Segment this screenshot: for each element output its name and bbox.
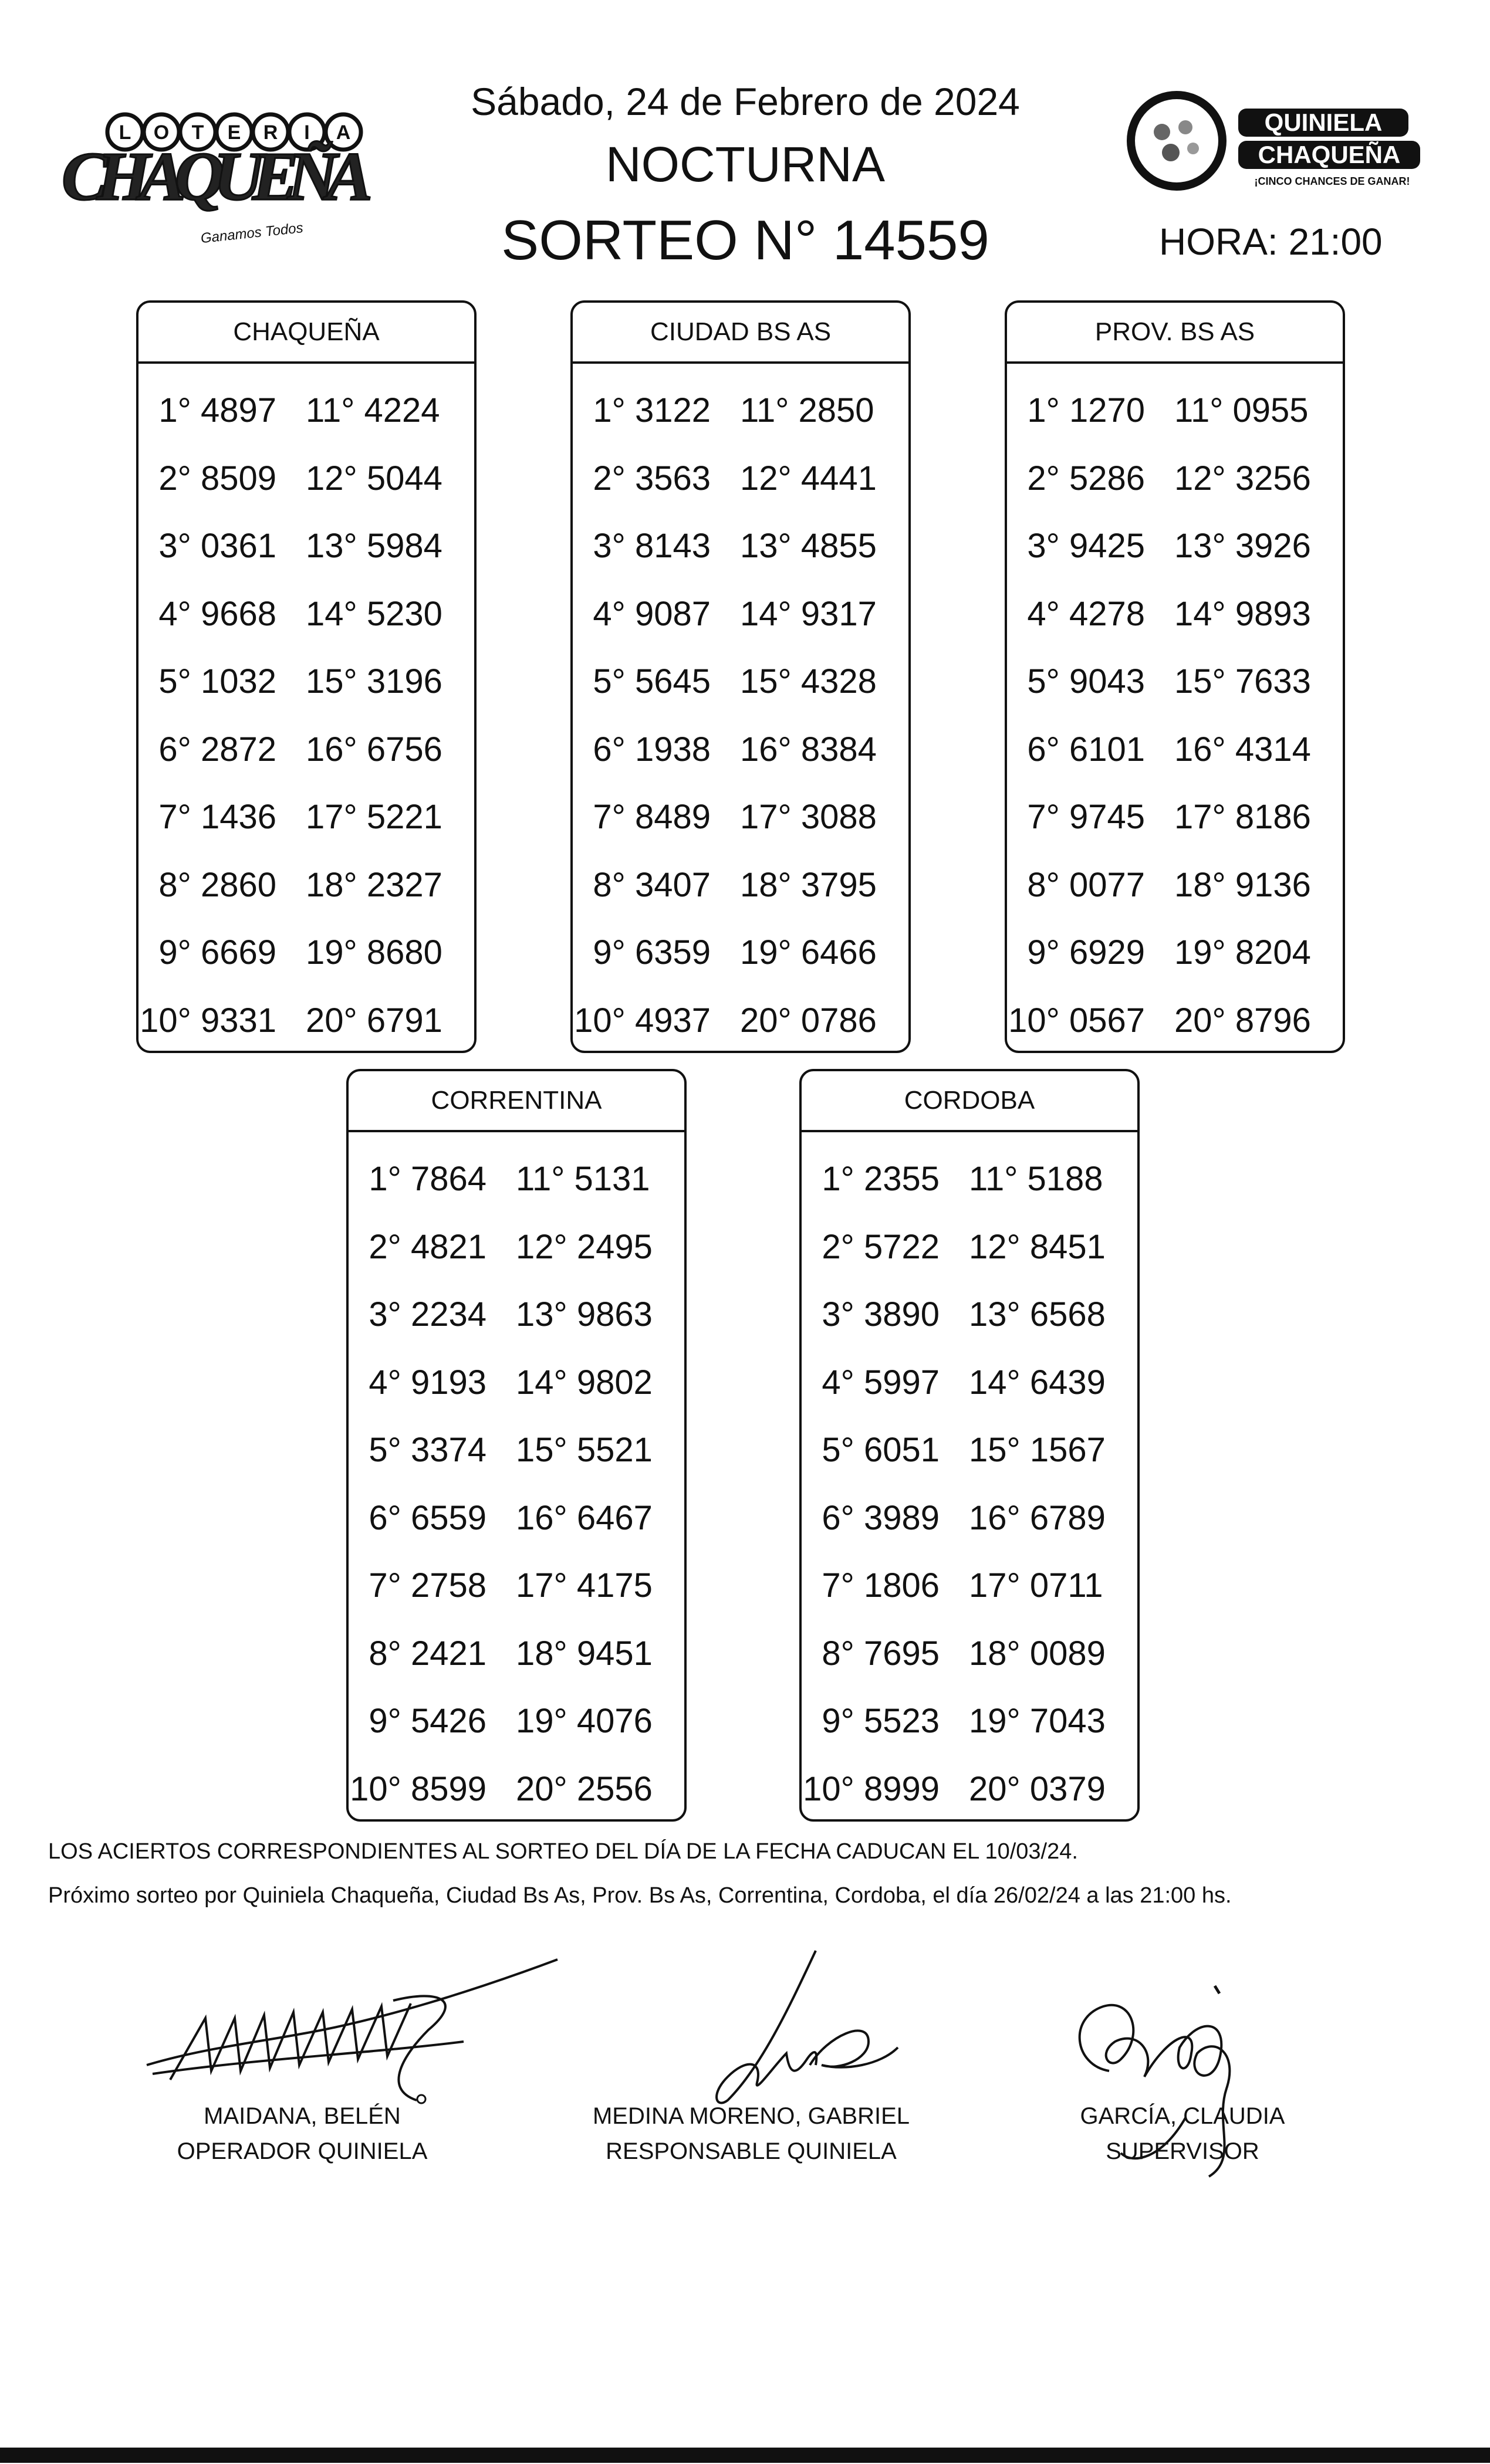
- result-row: [802, 1687, 1137, 1755]
- signer-name: GARCÍA, CLAUDIA: [1080, 2103, 1285, 2129]
- result-row: [138, 512, 474, 580]
- result-cell: 5° 3374: [369, 1431, 486, 1470]
- result-cell: 12° 3256: [1174, 459, 1311, 497]
- expiry-notice: LOS ACIERTOS CORRESPONDIENTES AL SORTEO DEL DÍA DE LA FECHA CADUCAN EL 10/03/24.: [48, 1839, 1078, 1864]
- result-cell: 16° 6756: [306, 730, 442, 769]
- result-cell: 3° 8143: [593, 527, 711, 566]
- signer-role: SUPERVISOR: [1106, 2138, 1259, 2164]
- result-cell: 10° 9331: [140, 1001, 276, 1040]
- draw-date: Sábado, 24 de Febrero de 2024: [471, 80, 1020, 123]
- signer-role: OPERADOR QUINIELA: [177, 2138, 428, 2164]
- result-row: [573, 987, 908, 1055]
- result-cell: 8° 7695: [822, 1634, 940, 1673]
- result-cell: 11° 5188: [969, 1160, 1103, 1199]
- result-row: [349, 1755, 684, 1823]
- result-cell: 20° 6791: [306, 1001, 442, 1040]
- result-cell: 8° 2421: [369, 1634, 486, 1673]
- result-cell: 9° 5523: [822, 1702, 940, 1741]
- results-box-title: CORRENTINA: [349, 1071, 684, 1132]
- result-cell: 3° 9425: [1027, 527, 1145, 566]
- result-cell: 1° 7864: [369, 1160, 486, 1199]
- results-box-correntina: [346, 1069, 687, 1822]
- result-row: [138, 445, 474, 513]
- result-row: [1007, 648, 1343, 716]
- result-cell: 5° 5645: [593, 662, 711, 701]
- results-list: [138, 364, 474, 1054]
- next-draw-notice: Próximo sorteo por Quiniela Chaqueña, Ciudad Bs As, Prov. Bs As, Correntina, Cordoba, el día 26/02/24 a las 21:00 hs.: [48, 1883, 1232, 1908]
- result-cell: 11° 2850: [740, 391, 874, 430]
- result-cell: 7° 1436: [158, 798, 276, 837]
- result-row: [1007, 377, 1343, 445]
- result-cell: 13° 9863: [516, 1295, 653, 1334]
- svg-text:A: A: [336, 121, 351, 144]
- results-list: [1007, 364, 1343, 1054]
- result-row: [573, 512, 908, 580]
- result-cell: 14° 9317: [740, 594, 877, 633]
- results-box-title: PROV. BS AS: [1007, 303, 1343, 364]
- result-cell: 14° 5230: [306, 594, 442, 633]
- draw-time: HORA: 21:00: [1159, 221, 1383, 263]
- result-cell: 17° 3088: [740, 798, 877, 837]
- result-cell: 18° 9451: [516, 1634, 653, 1673]
- result-row: [1007, 716, 1343, 784]
- result-row: [1007, 512, 1343, 580]
- result-row: [349, 1213, 684, 1281]
- logo-right-line1: QUINIELA: [1264, 109, 1383, 136]
- result-cell: 17° 0711: [969, 1566, 1103, 1605]
- result-cell: 6° 1938: [593, 730, 711, 769]
- result-row: [138, 783, 474, 851]
- result-row: [138, 377, 474, 445]
- result-cell: 19° 4076: [516, 1702, 653, 1741]
- result-row: [802, 1145, 1137, 1213]
- result-cell: 8° 2860: [158, 865, 276, 904]
- result-row: [349, 1620, 684, 1688]
- result-cell: 10° 0567: [1008, 1001, 1145, 1040]
- results-box-prov-bs-as: [1005, 300, 1345, 1053]
- result-cell: 4° 5997: [822, 1363, 940, 1402]
- result-row: [138, 851, 474, 919]
- result-cell: 19° 8204: [1174, 933, 1311, 972]
- result-cell: 14° 6439: [969, 1363, 1106, 1402]
- results-box-cordoba: [799, 1069, 1140, 1822]
- result-cell: 1° 3122: [593, 391, 711, 430]
- result-cell: 13° 6568: [969, 1295, 1106, 1334]
- results-list: [802, 1132, 1137, 1823]
- signature-maidana: [135, 1954, 581, 2106]
- result-cell: 3° 0361: [158, 527, 276, 566]
- result-row: [573, 445, 908, 513]
- result-cell: 20° 8796: [1174, 1001, 1311, 1040]
- results-box-title: CORDOBA: [802, 1071, 1137, 1132]
- svg-text:O: O: [153, 121, 170, 144]
- result-cell: 3° 3890: [822, 1295, 940, 1334]
- result-cell: 12° 8451: [969, 1227, 1106, 1266]
- logo-tagline: Ganamos Todos: [200, 219, 304, 247]
- logo-right-line2: CHAQUEÑA: [1258, 141, 1401, 168]
- signer-name: MAIDANA, BELÉN: [204, 2103, 401, 2129]
- svg-text:L: L: [119, 121, 131, 144]
- result-row: [802, 1755, 1137, 1823]
- result-cell: 19° 7043: [969, 1702, 1106, 1741]
- result-row: [138, 919, 474, 987]
- svg-text:E: E: [227, 121, 241, 144]
- result-row: [802, 1620, 1137, 1688]
- result-row: [1007, 580, 1343, 648]
- loteria-chaquena-logo: [56, 109, 384, 255]
- result-row: [802, 1281, 1137, 1349]
- quiniela-chaquena-logo: [1124, 85, 1429, 197]
- result-row: [1007, 919, 1343, 987]
- result-cell: 15° 4328: [740, 662, 877, 701]
- results-list: [349, 1132, 684, 1823]
- result-cell: 18° 0089: [969, 1634, 1106, 1673]
- result-cell: 20° 0379: [969, 1769, 1106, 1808]
- result-cell: 7° 8489: [593, 798, 711, 837]
- result-cell: 12° 4441: [740, 459, 877, 497]
- page-bottom-border: [0, 2448, 1490, 2463]
- balls-circle-icon: [1131, 95, 1222, 187]
- result-cell: 11° 5131: [516, 1160, 650, 1199]
- result-row: [573, 580, 908, 648]
- result-cell: 17° 5221: [306, 798, 442, 837]
- result-row: [573, 783, 908, 851]
- result-cell: 16° 8384: [740, 730, 877, 769]
- result-row: [349, 1416, 684, 1484]
- result-row: [573, 919, 908, 987]
- results-box-title: CHAQUEÑA: [138, 303, 474, 364]
- result-row: [573, 716, 908, 784]
- result-cell: 14° 9802: [516, 1363, 653, 1402]
- result-cell: 12° 2495: [516, 1227, 653, 1266]
- signer-role: RESPONSABLE QUINIELA: [606, 2138, 897, 2164]
- result-cell: 18° 3795: [740, 865, 877, 904]
- result-cell: 16° 6467: [516, 1498, 653, 1537]
- result-row: [349, 1281, 684, 1349]
- result-cell: 19° 8680: [306, 933, 442, 972]
- result-row: [138, 716, 474, 784]
- result-row: [1007, 987, 1343, 1055]
- result-cell: 11° 4224: [306, 391, 440, 430]
- result-row: [802, 1416, 1137, 1484]
- result-cell: 4° 9668: [158, 594, 276, 633]
- result-cell: 3° 2234: [369, 1295, 486, 1334]
- result-row: [1007, 851, 1343, 919]
- result-row: [573, 851, 908, 919]
- logo-main-text: CHAQUEÑA: [62, 138, 373, 215]
- result-row: [138, 648, 474, 716]
- result-row: [1007, 445, 1343, 513]
- results-box-chaquena: [136, 300, 477, 1053]
- result-cell: 4° 4278: [1027, 594, 1145, 633]
- result-cell: 15° 7633: [1174, 662, 1311, 701]
- result-cell: 15° 1567: [969, 1431, 1106, 1470]
- result-cell: 1° 4897: [158, 391, 276, 430]
- result-cell: 10° 8599: [350, 1769, 486, 1808]
- result-cell: 10° 4937: [574, 1001, 711, 1040]
- result-row: [802, 1213, 1137, 1281]
- result-cell: 5° 9043: [1027, 662, 1145, 701]
- result-cell: 18° 9136: [1174, 865, 1311, 904]
- result-row: [802, 1552, 1137, 1620]
- result-cell: 2° 4821: [369, 1227, 486, 1266]
- result-cell: 13° 5984: [306, 527, 442, 566]
- result-cell: 5° 6051: [822, 1431, 940, 1470]
- result-cell: 20° 2556: [516, 1769, 653, 1808]
- signer-name: MEDINA MORENO, GABRIEL: [592, 2103, 910, 2129]
- result-cell: 17° 8186: [1174, 798, 1311, 837]
- result-cell: 9° 5426: [369, 1702, 486, 1741]
- result-cell: 7° 2758: [369, 1566, 486, 1605]
- sorteo-number: SORTEO N° 14559: [501, 209, 989, 272]
- result-cell: 16° 4314: [1174, 730, 1311, 769]
- result-cell: 2° 3563: [593, 459, 711, 497]
- result-row: [349, 1349, 684, 1417]
- result-cell: 6° 2872: [158, 730, 276, 769]
- result-cell: 2° 5722: [822, 1227, 940, 1266]
- results-list: [573, 364, 908, 1054]
- result-row: [802, 1484, 1137, 1552]
- result-row: [349, 1484, 684, 1552]
- result-cell: 14° 9893: [1174, 594, 1311, 633]
- result-cell: 19° 6466: [740, 933, 877, 972]
- result-cell: 4° 9087: [593, 594, 711, 633]
- result-cell: 6° 6101: [1027, 730, 1145, 769]
- result-cell: 17° 4175: [516, 1566, 653, 1605]
- result-cell: 20° 0786: [740, 1001, 877, 1040]
- svg-text:R: R: [263, 121, 278, 144]
- result-cell: 1° 2355: [822, 1160, 940, 1199]
- result-cell: 13° 4855: [740, 527, 877, 566]
- result-cell: 5° 1032: [158, 662, 276, 701]
- signature-medina: [692, 1948, 904, 2112]
- result-cell: 15° 5521: [516, 1431, 653, 1470]
- result-cell: 9° 6669: [158, 933, 276, 972]
- result-row: [802, 1349, 1137, 1417]
- result-cell: 6° 3989: [822, 1498, 940, 1537]
- result-cell: 9° 6359: [593, 933, 711, 972]
- result-row: [1007, 783, 1343, 851]
- result-cell: 16° 6789: [969, 1498, 1106, 1537]
- result-row: [349, 1145, 684, 1213]
- results-box-title: CIUDAD BS AS: [573, 303, 908, 364]
- result-cell: 11° 0955: [1174, 391, 1309, 430]
- logo-right-tagline: ¡CINCO CHANCES DE GANAR!: [1254, 175, 1410, 187]
- svg-text:T: T: [191, 121, 204, 144]
- result-row: [138, 580, 474, 648]
- result-row: [349, 1687, 684, 1755]
- result-cell: 2° 5286: [1027, 459, 1145, 497]
- result-cell: 8° 0077: [1027, 865, 1145, 904]
- result-row: [573, 648, 908, 716]
- result-cell: 13° 3926: [1174, 527, 1311, 566]
- result-cell: 2° 8509: [158, 459, 276, 497]
- result-cell: 8° 3407: [593, 865, 711, 904]
- result-cell: 10° 8999: [803, 1769, 940, 1808]
- result-row: [349, 1552, 684, 1620]
- result-cell: 9° 6929: [1027, 933, 1145, 972]
- result-cell: 12° 5044: [306, 459, 442, 497]
- result-cell: 1° 1270: [1027, 391, 1145, 430]
- draw-name: NOCTURNA: [606, 137, 885, 192]
- result-cell: 4° 9193: [369, 1363, 486, 1402]
- result-cell: 15° 3196: [306, 662, 442, 701]
- result-row: [573, 377, 908, 445]
- result-row: [138, 987, 474, 1055]
- result-cell: 6° 6559: [369, 1498, 486, 1537]
- result-cell: 18° 2327: [306, 865, 442, 904]
- result-cell: 7° 9745: [1027, 798, 1145, 837]
- result-cell: 7° 1806: [822, 1566, 940, 1605]
- svg-text:I: I: [304, 121, 310, 144]
- results-box-ciudad-bs-as: [570, 300, 911, 1053]
